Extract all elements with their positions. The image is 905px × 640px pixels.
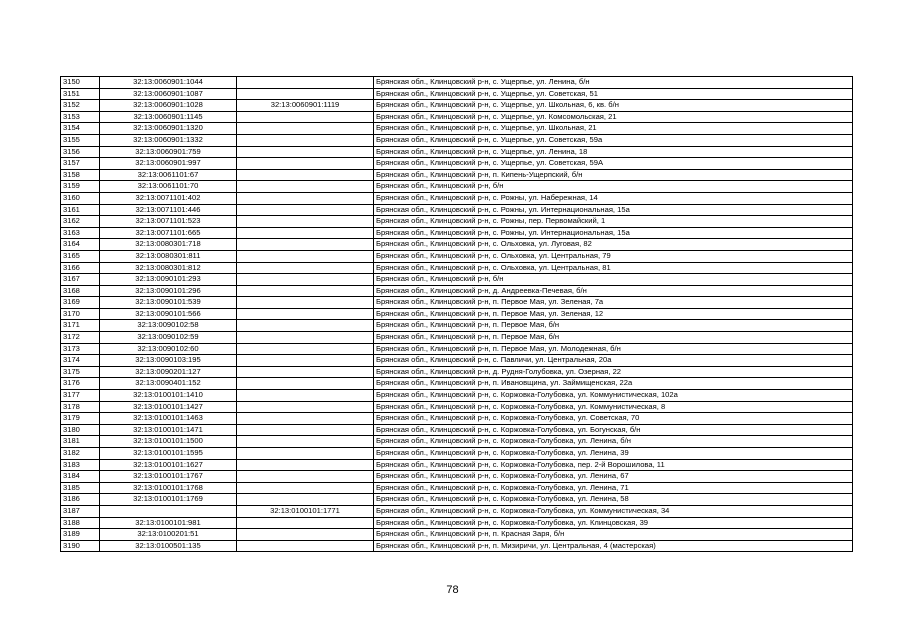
table-row [61,308,853,320]
related-cadastral-number-cell [237,181,374,193]
cadastral-number-cell: 32:13:0080301:811 [100,250,237,262]
table-row [61,332,853,344]
address-cell: Брянская обл., Клинцовский р-н, п. Красная Заря, б/н [374,529,853,541]
cadastral-number-cell: 32:13:0100101:1595 [100,448,237,460]
table-row [61,100,853,112]
address-cell: Брянская обл., Клинцовский р-н, с. Коржовка-Голубовка, пер. 2-й Ворошилова, 11 [374,459,853,471]
address-cell: Брянская обл., Клинцовский р-н, с. Коржовка-Голубовка, ул. Клинцовская, 39 [374,517,853,529]
address-cell: Брянская обл., Клинцовский р-н, с. Ольховка, ул. Центральная, 81 [374,262,853,274]
address-cell: Брянская обл., Клинцовский р-н, с. Ущерпье, ул. Ленина, 18 [374,146,853,158]
related-cadastral-number-cell [237,378,374,390]
related-cadastral-number-cell [237,274,374,286]
address-cell: Брянская обл., Клинцовский р-н, с. Павличи, ул. Центральная, 20а [374,355,853,367]
row-number-cell: 3152 [61,100,100,112]
row-number-cell: 3164 [61,239,100,251]
related-cadastral-number-cell [237,366,374,378]
related-cadastral-number-cell [237,134,374,146]
cadastral-number-cell: 32:13:0071101:523 [100,216,237,228]
cadastral-number-cell: 32:13:0080301:718 [100,239,237,251]
document-sheet [60,76,853,552]
cadastral-number-cell: 32:13:0100101:1769 [100,494,237,506]
table-row [61,517,853,529]
related-cadastral-number-cell [237,343,374,355]
table-row [61,448,853,460]
table-row [61,471,853,483]
address-cell: Брянская обл., Клинцовский р-н, д. Рудня-Голубовка, ул. Озерная, 22 [374,366,853,378]
table-row [61,378,853,390]
cadastral-number-cell: 32:13:0090102:58 [100,320,237,332]
address-cell: Брянская обл., Клинцовский р-н, с. Ущерпье, ул. Советская, 59А [374,158,853,170]
related-cadastral-number-cell [237,227,374,239]
table-row [61,88,853,100]
cadastral-number-cell: 32:13:0060901:997 [100,158,237,170]
address-cell: Брянская обл., Клинцовский р-н, с. Ущерпье, ул. Школьная, 6, кв. б/н [374,100,853,112]
row-number-cell: 3169 [61,297,100,309]
related-cadastral-number-cell [237,413,374,425]
table-row [61,505,853,517]
address-cell: Брянская обл., Клинцовский р-н, с. Коржовка-Голубовка, ул. Коммунистическая, 8 [374,401,853,413]
row-number-cell: 3165 [61,250,100,262]
cadastral-number-cell: 32:13:0100101:1627 [100,459,237,471]
row-number-cell: 3185 [61,482,100,494]
table-row [61,216,853,228]
page-number: 78 [446,584,459,596]
table-row [61,169,853,181]
table-row [61,181,853,193]
related-cadastral-number-cell [237,471,374,483]
related-cadastral-number-cell [237,250,374,262]
related-cadastral-number-cell [237,424,374,436]
related-cadastral-number-cell [237,158,374,170]
related-cadastral-number-cell [237,88,374,100]
related-cadastral-number-cell [237,494,374,506]
address-cell: Брянская обл., Клинцовский р-н, п. Первое Мая, ул. Зеленая, 7а [374,297,853,309]
row-number-cell: 3180 [61,424,100,436]
table-row [61,146,853,158]
address-cell: Брянская обл., Клинцовский р-н, с. Коржовка-Голубовка, ул. Богунская, б/н [374,424,853,436]
address-cell: Брянская обл., Клинцовский р-н, п. Ивановщина, ул. Займищенская, 22а [374,378,853,390]
address-cell: Брянская обл., Клинцовский р-н, п. Первое Мая, б/н [374,332,853,344]
address-cell: Брянская обл., Клинцовский р-н, с. Ущерпье, ул. Комсомольская, 21 [374,111,853,123]
cadastral-number-cell: 32:13:0071101:665 [100,227,237,239]
row-number-cell: 3158 [61,169,100,181]
property-table-body [61,77,853,552]
address-cell: Брянская обл., Клинцовский р-н, с. Коржовка-Голубовка, ул. Ленина, б/н [374,436,853,448]
cadastral-number-cell: 32:13:0090102:59 [100,332,237,344]
cadastral-number-cell: 32:13:0061101:67 [100,169,237,181]
related-cadastral-number-cell [237,517,374,529]
row-number-cell: 3183 [61,459,100,471]
row-number-cell: 3189 [61,529,100,541]
address-cell: Брянская обл., Клинцовский р-н, с. Ущерпье, ул. Ленина, б/н [374,77,853,89]
related-cadastral-number-cell [237,216,374,228]
property-table [60,76,853,552]
table-row [61,262,853,274]
address-cell: Брянская обл., Клинцовский р-н, с. Коржовка-Голубовка, ул. Ленина, 71 [374,482,853,494]
cadastral-number-cell: 32:13:0100101:981 [100,517,237,529]
row-number-cell: 3160 [61,192,100,204]
cadastral-number-cell: 32:13:0060901:1087 [100,88,237,100]
table-row [61,158,853,170]
table-row [61,343,853,355]
address-cell: Брянская обл., Клинцовский р-н, п. Мизиричи, ул. Центральная, 4 (мастерская) [374,540,853,552]
address-cell: Брянская обл., Клинцовский р-н, с. Коржовка-Голубовка, ул. Ленина, 39 [374,448,853,460]
cadastral-number-cell: 32:13:0100101:1768 [100,482,237,494]
row-number-cell: 3156 [61,146,100,158]
cadastral-number-cell: 32:13:0061101:70 [100,181,237,193]
table-row [61,250,853,262]
cadastral-number-cell: 32:13:0090102:60 [100,343,237,355]
related-cadastral-number-cell [237,540,374,552]
row-number-cell: 3174 [61,355,100,367]
cadastral-number-cell: 32:13:0100101:1410 [100,390,237,402]
row-number-cell: 3155 [61,134,100,146]
cadastral-number-cell: 32:13:0060901:1044 [100,77,237,89]
row-number-cell: 3181 [61,436,100,448]
address-cell: Брянская обл., Клинцовский р-н, б/н [374,181,853,193]
cadastral-number-cell: 32:13:0100501:135 [100,540,237,552]
row-number-cell: 3182 [61,448,100,460]
related-cadastral-number-cell: 32:13:0060901:1119 [237,100,374,112]
row-number-cell: 3175 [61,366,100,378]
table-row [61,424,853,436]
related-cadastral-number-cell [237,448,374,460]
table-row [61,413,853,425]
related-cadastral-number-cell [237,239,374,251]
cadastral-number-cell: 32:13:0090101:566 [100,308,237,320]
related-cadastral-number-cell [237,332,374,344]
address-cell: Брянская обл., Клинцовский р-н, с. Ольховка, ул. Центральная, 79 [374,250,853,262]
cadastral-number-cell: 32:13:0090101:296 [100,285,237,297]
address-cell: Брянская обл., Клинцовский р-н, с. Ущерпье, ул. Советская, 59а [374,134,853,146]
row-number-cell: 3154 [61,123,100,135]
table-row [61,204,853,216]
table-row [61,529,853,541]
row-number-cell: 3171 [61,320,100,332]
related-cadastral-number-cell [237,262,374,274]
cadastral-number-cell: 32:13:0100101:1767 [100,471,237,483]
row-number-cell: 3167 [61,274,100,286]
related-cadastral-number-cell [237,169,374,181]
row-number-cell: 3153 [61,111,100,123]
cadastral-number-cell: 32:13:0090401:152 [100,378,237,390]
row-number-cell: 3168 [61,285,100,297]
row-number-cell: 3177 [61,390,100,402]
cadastral-number-cell: 32:13:0060901:1028 [100,100,237,112]
cadastral-number-cell: 32:13:0100101:1500 [100,436,237,448]
table-row [61,297,853,309]
related-cadastral-number-cell [237,77,374,89]
row-number-cell: 3150 [61,77,100,89]
address-cell: Брянская обл., Клинцовский р-н, с. Рожны, ул. Интернациональная, 15а [374,227,853,239]
address-cell: Брянская обл., Клинцовский р-н, п. Кипень-Ущерпский, б/н [374,169,853,181]
table-row [61,192,853,204]
row-number-cell: 3176 [61,378,100,390]
related-cadastral-number-cell [237,123,374,135]
table-row [61,320,853,332]
related-cadastral-number-cell [237,111,374,123]
related-cadastral-number-cell [237,285,374,297]
row-number-cell: 3186 [61,494,100,506]
related-cadastral-number-cell [237,192,374,204]
cadastral-number-cell: 32:13:0090101:539 [100,297,237,309]
address-cell: Брянская обл., Клинцовский р-н, с. Коржовка-Голубовка, ул. Советская, 70 [374,413,853,425]
address-cell: Брянская обл., Клинцовский р-н, п. Первое Мая, ул. Зеленая, 12 [374,308,853,320]
cadastral-number-cell: 32:13:0060901:1320 [100,123,237,135]
row-number-cell: 3170 [61,308,100,320]
row-number-cell: 3161 [61,204,100,216]
row-number-cell: 3163 [61,227,100,239]
address-cell: Брянская обл., Клинцовский р-н, с. Рожны, ул. Интернациональная, 15а [374,204,853,216]
address-cell: Брянская обл., Клинцовский р-н, п. Первое Мая, б/н [374,320,853,332]
address-cell: Брянская обл., Клинцовский р-н, д. Андреевка-Печевая, б/н [374,285,853,297]
table-row [61,123,853,135]
cadastral-number-cell: 32:13:0090103:195 [100,355,237,367]
row-number-cell: 3190 [61,540,100,552]
cadastral-number-cell: 32:13:0060901:1332 [100,134,237,146]
related-cadastral-number-cell [237,401,374,413]
address-cell: Брянская обл., Клинцовский р-н, с. Рожны, ул. Набережная, 14 [374,192,853,204]
related-cadastral-number-cell [237,482,374,494]
row-number-cell: 3159 [61,181,100,193]
related-cadastral-number-cell [237,146,374,158]
table-row [61,227,853,239]
row-number-cell: 3173 [61,343,100,355]
table-row [61,366,853,378]
cadastral-number-cell [100,505,237,517]
cadastral-number-cell: 32:13:0060901:759 [100,146,237,158]
related-cadastral-number-cell [237,308,374,320]
address-cell: Брянская обл., Клинцовский р-н, с. Коржовка-Голубовка, ул. Ленина, 58 [374,494,853,506]
row-number-cell: 3179 [61,413,100,425]
cadastral-number-cell: 32:13:0060901:1145 [100,111,237,123]
related-cadastral-number-cell [237,204,374,216]
row-number-cell: 3184 [61,471,100,483]
cadastral-number-cell: 32:13:0100101:1463 [100,413,237,425]
related-cadastral-number-cell [237,529,374,541]
cadastral-number-cell: 32:13:0090101:293 [100,274,237,286]
cadastral-number-cell: 32:13:0100201:51 [100,529,237,541]
related-cadastral-number-cell [237,355,374,367]
row-number-cell: 3187 [61,505,100,517]
table-row [61,540,853,552]
row-number-cell: 3151 [61,88,100,100]
address-cell: Брянская обл., Клинцовский р-н, с. Ольховка, ул. Луговая, 82 [374,239,853,251]
cadastral-number-cell: 32:13:0100101:1427 [100,401,237,413]
row-number-cell: 3188 [61,517,100,529]
table-row [61,274,853,286]
related-cadastral-number-cell [237,320,374,332]
address-cell: Брянская обл., Клинцовский р-н, с. Коржовка-Голубовка, ул. Коммунистическая, 102а [374,390,853,402]
related-cadastral-number-cell: 32:13:0100101:1771 [237,505,374,517]
address-cell: Брянская обл., Клинцовский р-н, с. Коржовка-Голубовка, ул. Коммунистическая, 34 [374,505,853,517]
cadastral-number-cell: 32:13:0071101:402 [100,192,237,204]
row-number-cell: 3157 [61,158,100,170]
related-cadastral-number-cell [237,390,374,402]
table-row [61,390,853,402]
address-cell: Брянская обл., Клинцовский р-н, п. Первое Мая, ул. Молодежная, б/н [374,343,853,355]
row-number-cell: 3162 [61,216,100,228]
table-row [61,134,853,146]
table-row [61,355,853,367]
row-number-cell: 3166 [61,262,100,274]
cadastral-number-cell: 32:13:0100101:1471 [100,424,237,436]
row-number-cell: 3172 [61,332,100,344]
address-cell: Брянская обл., Клинцовский р-н, с. Ущерпье, ул. Советская, 51 [374,88,853,100]
table-row [61,436,853,448]
cadastral-number-cell: 32:13:0090201:127 [100,366,237,378]
address-cell: Брянская обл., Клинцовский р-н, с. Рожны, пер. Первомайский, 1 [374,216,853,228]
related-cadastral-number-cell [237,436,374,448]
cadastral-number-cell: 32:13:0080301:812 [100,262,237,274]
table-row [61,482,853,494]
table-row [61,459,853,471]
table-row [61,77,853,89]
table-row [61,494,853,506]
table-row [61,111,853,123]
address-cell: Брянская обл., Клинцовский р-н, с. Ущерпье, ул. Школьная, 21 [374,123,853,135]
cadastral-number-cell: 32:13:0071101:446 [100,204,237,216]
related-cadastral-number-cell [237,297,374,309]
table-row [61,401,853,413]
table-row [61,239,853,251]
row-number-cell: 3178 [61,401,100,413]
related-cadastral-number-cell [237,459,374,471]
address-cell: Брянская обл., Клинцовский р-н, б/н [374,274,853,286]
table-row [61,285,853,297]
address-cell: Брянская обл., Клинцовский р-н, с. Коржовка-Голубовка, ул. Ленина, 67 [374,471,853,483]
